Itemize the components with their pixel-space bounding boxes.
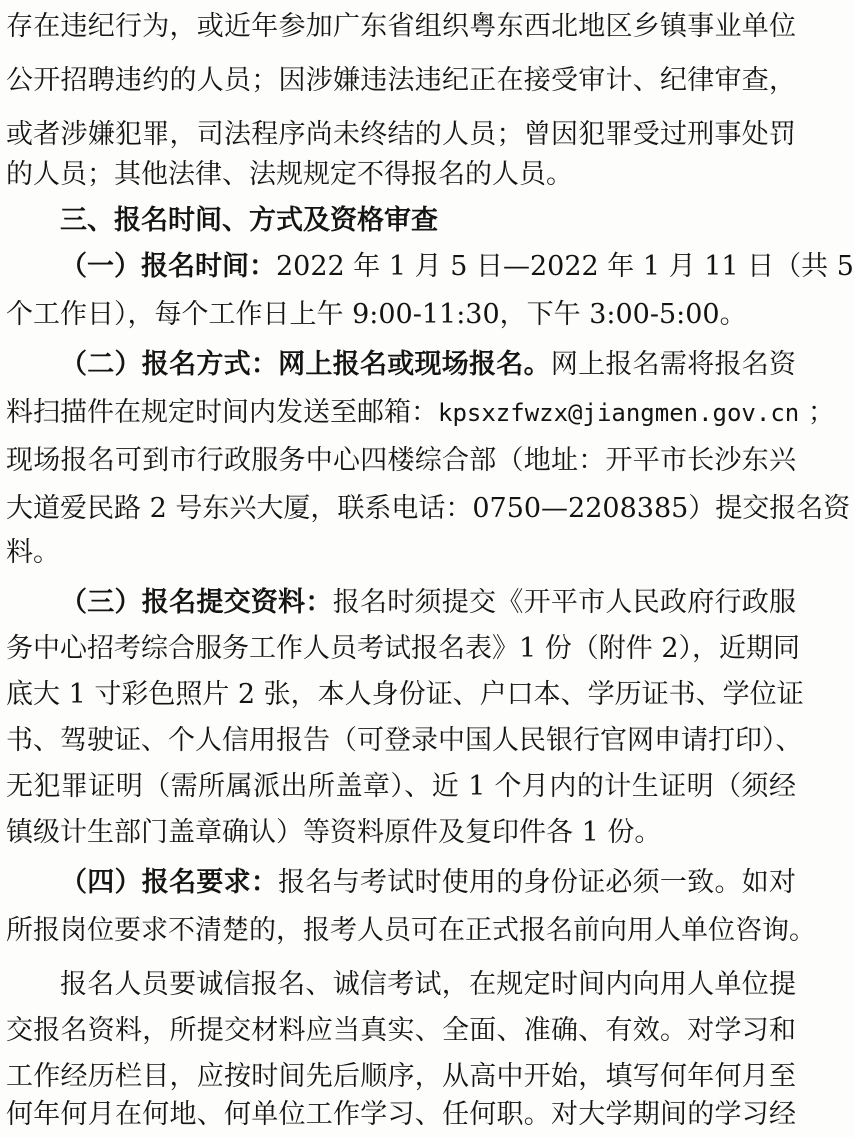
text-line: 底大 1 寸彩色照片 2 张，本人身份证、户口本、学历证书、学位证 <box>6 679 804 710</box>
text-line: 或者涉嫌犯罪，司法程序尚未终结的人员；曾因犯罪受过刑事处罚 <box>6 119 796 150</box>
paragraph-materials-line <box>6 580 796 626</box>
text-span: 料扫描件在规定时间内发送至邮箱： <box>6 397 438 428</box>
paragraph-label: （三）报名提交资料： <box>60 587 333 618</box>
paragraph-label: （一）报名时间： <box>60 251 276 282</box>
text-line: 现场报名可到市行政服务中心四楼综合部（地址：开平市长沙东兴 <box>6 445 796 476</box>
paragraph-requirements-line <box>6 860 796 906</box>
paragraph-time-line <box>6 244 854 290</box>
text-line: 镇级计生部门盖章确认）等资料原件及复印件各 1 份。 <box>6 817 662 848</box>
text-line: 大道爱民路 2 号东兴大厦，联系电话：0750—2208385）提交报名资 <box>6 493 851 524</box>
text-line: 所报岗位要求不清楚的，报考人员可在正式报名前向用人单位咨询。 <box>6 915 816 946</box>
text-line: 何年何月在何地、何单位工作学习、任何职。对大学期间的学习经 <box>6 1099 796 1130</box>
paragraph-method-line <box>6 342 796 388</box>
email-line <box>6 390 835 436</box>
text-span: 2022 年 1 月 5 日—2022 年 1 月 11 日（共 5 <box>276 251 854 282</box>
text-line: 料。 <box>6 537 60 568</box>
text-line: 书、驾驶证、个人信用报告（可登录中国人民银行官网申请打印）、 <box>6 725 803 756</box>
text-line: 报名人员要诚信报名、诚信考试，在规定时间内向用人单位提 <box>60 969 796 1000</box>
text-line: 的人员；其他法律、法规规定不得报名的人员。 <box>6 159 573 190</box>
text-span: 网上报名需将报名资 <box>550 349 797 380</box>
text-line: 务中心招考综合服务工作人员考试报名表》1 份（附件 2），近期同 <box>6 633 801 664</box>
text-span: ； <box>799 397 835 428</box>
text-line: 个工作日），每个工作日上午 9:00-11:30，下午 3:00-5:00。 <box>6 299 747 330</box>
text-line: 无犯罪证明（需所属派出所盖章）、近 1 个月内的计生证明（须经 <box>6 771 796 802</box>
text-line: 公开招聘违约的人员；因涉嫌违法违纪正在接受审计、纪律审查， <box>6 65 796 96</box>
text-line: 工作经历栏目，应按时间先后顺序，从高中开始，填写何年何月至 <box>6 1061 796 1092</box>
text-span: 报名与考试时使用的身份证必须一致。如对 <box>278 867 797 898</box>
paragraph-label: （四）报名要求： <box>60 867 279 898</box>
paragraph-label: （二）报名方式：网上报名或现场报名。 <box>60 349 551 380</box>
text-line: 交报名资料，所提交材料应当真实、全面、准确、有效。对学习和 <box>6 1015 796 1046</box>
section-heading: 三、报名时间、方式及资格审查 <box>60 205 438 236</box>
email-address: kpsxzfwzx@jiangmen.gov.cn <box>438 399 800 427</box>
text-span: 报名时须提交《开平市人民政府行政服 <box>332 587 797 618</box>
text-line: 存在违纪行为，或近年参加广东省组织粤东西北地区乡镇事业单位 <box>6 11 796 42</box>
